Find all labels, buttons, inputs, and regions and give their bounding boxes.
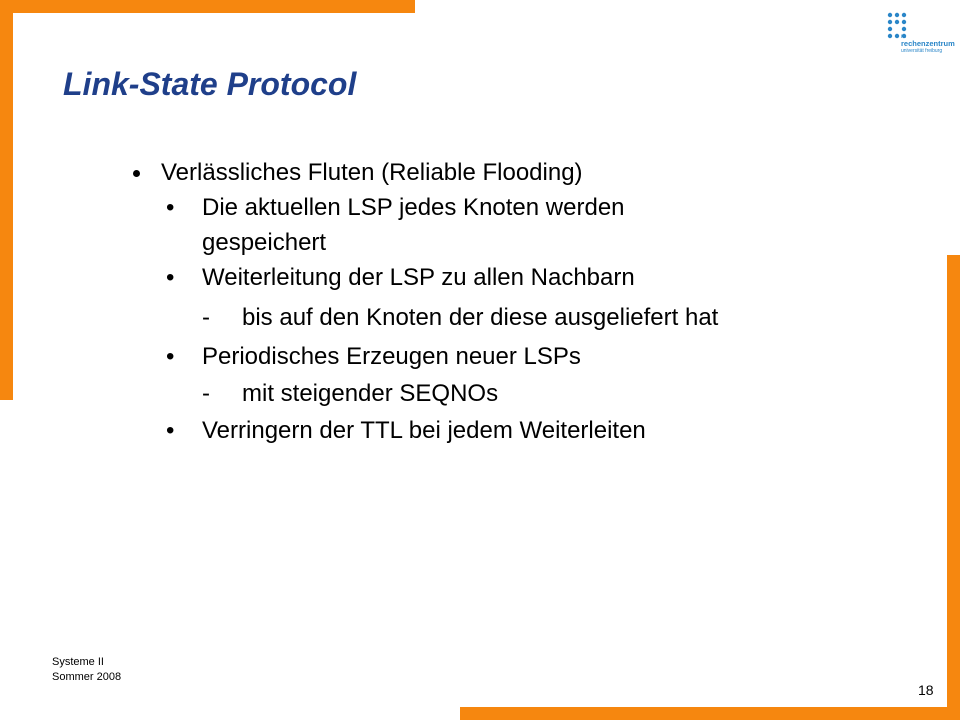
list-item: Verringern der TTL bei jedem Weiterleiten (202, 417, 646, 444)
list-item: Verlässliches Fluten (Reliable Flooding) (161, 159, 583, 186)
accent-bar-right (947, 255, 960, 720)
list-item: Periodisches Erzeugen neuer LSPs (202, 343, 581, 370)
logo (876, 12, 956, 72)
list-item: bis auf den Knoten der diese ausgeliefert hat (242, 304, 719, 331)
list-item: Die aktuellen LSP jedes Knoten werden (202, 194, 625, 221)
bullet-marker: • (166, 264, 175, 291)
page-number: 18 (918, 682, 934, 698)
accent-bar-top (0, 0, 415, 13)
list-item: gespeichert (202, 229, 327, 256)
dash-marker: - (202, 380, 210, 407)
footer-course (52, 655, 121, 685)
list-item: mit steigender SEQNOs (242, 380, 499, 407)
course-term: Sommer 2008 (52, 671, 122, 683)
bullet-marker: • (166, 343, 175, 370)
dash-marker: - (202, 304, 210, 331)
course-name: Systeme II (52, 656, 104, 668)
accent-bar-bottom (460, 707, 960, 720)
list-item: Weiterleitung der LSP zu allen Nachbarn (202, 264, 635, 291)
logo-institution: universität freiburg (901, 48, 943, 54)
slide-title: Link-State Protocol (63, 66, 357, 102)
bullet-marker: • (166, 417, 175, 444)
accent-bar-left (0, 0, 13, 400)
level1-bullet-icon (133, 170, 140, 177)
logo-rz: rz (901, 34, 906, 40)
logo-name: rechenzentrum (901, 39, 955, 48)
bullet-marker: • (166, 194, 175, 221)
